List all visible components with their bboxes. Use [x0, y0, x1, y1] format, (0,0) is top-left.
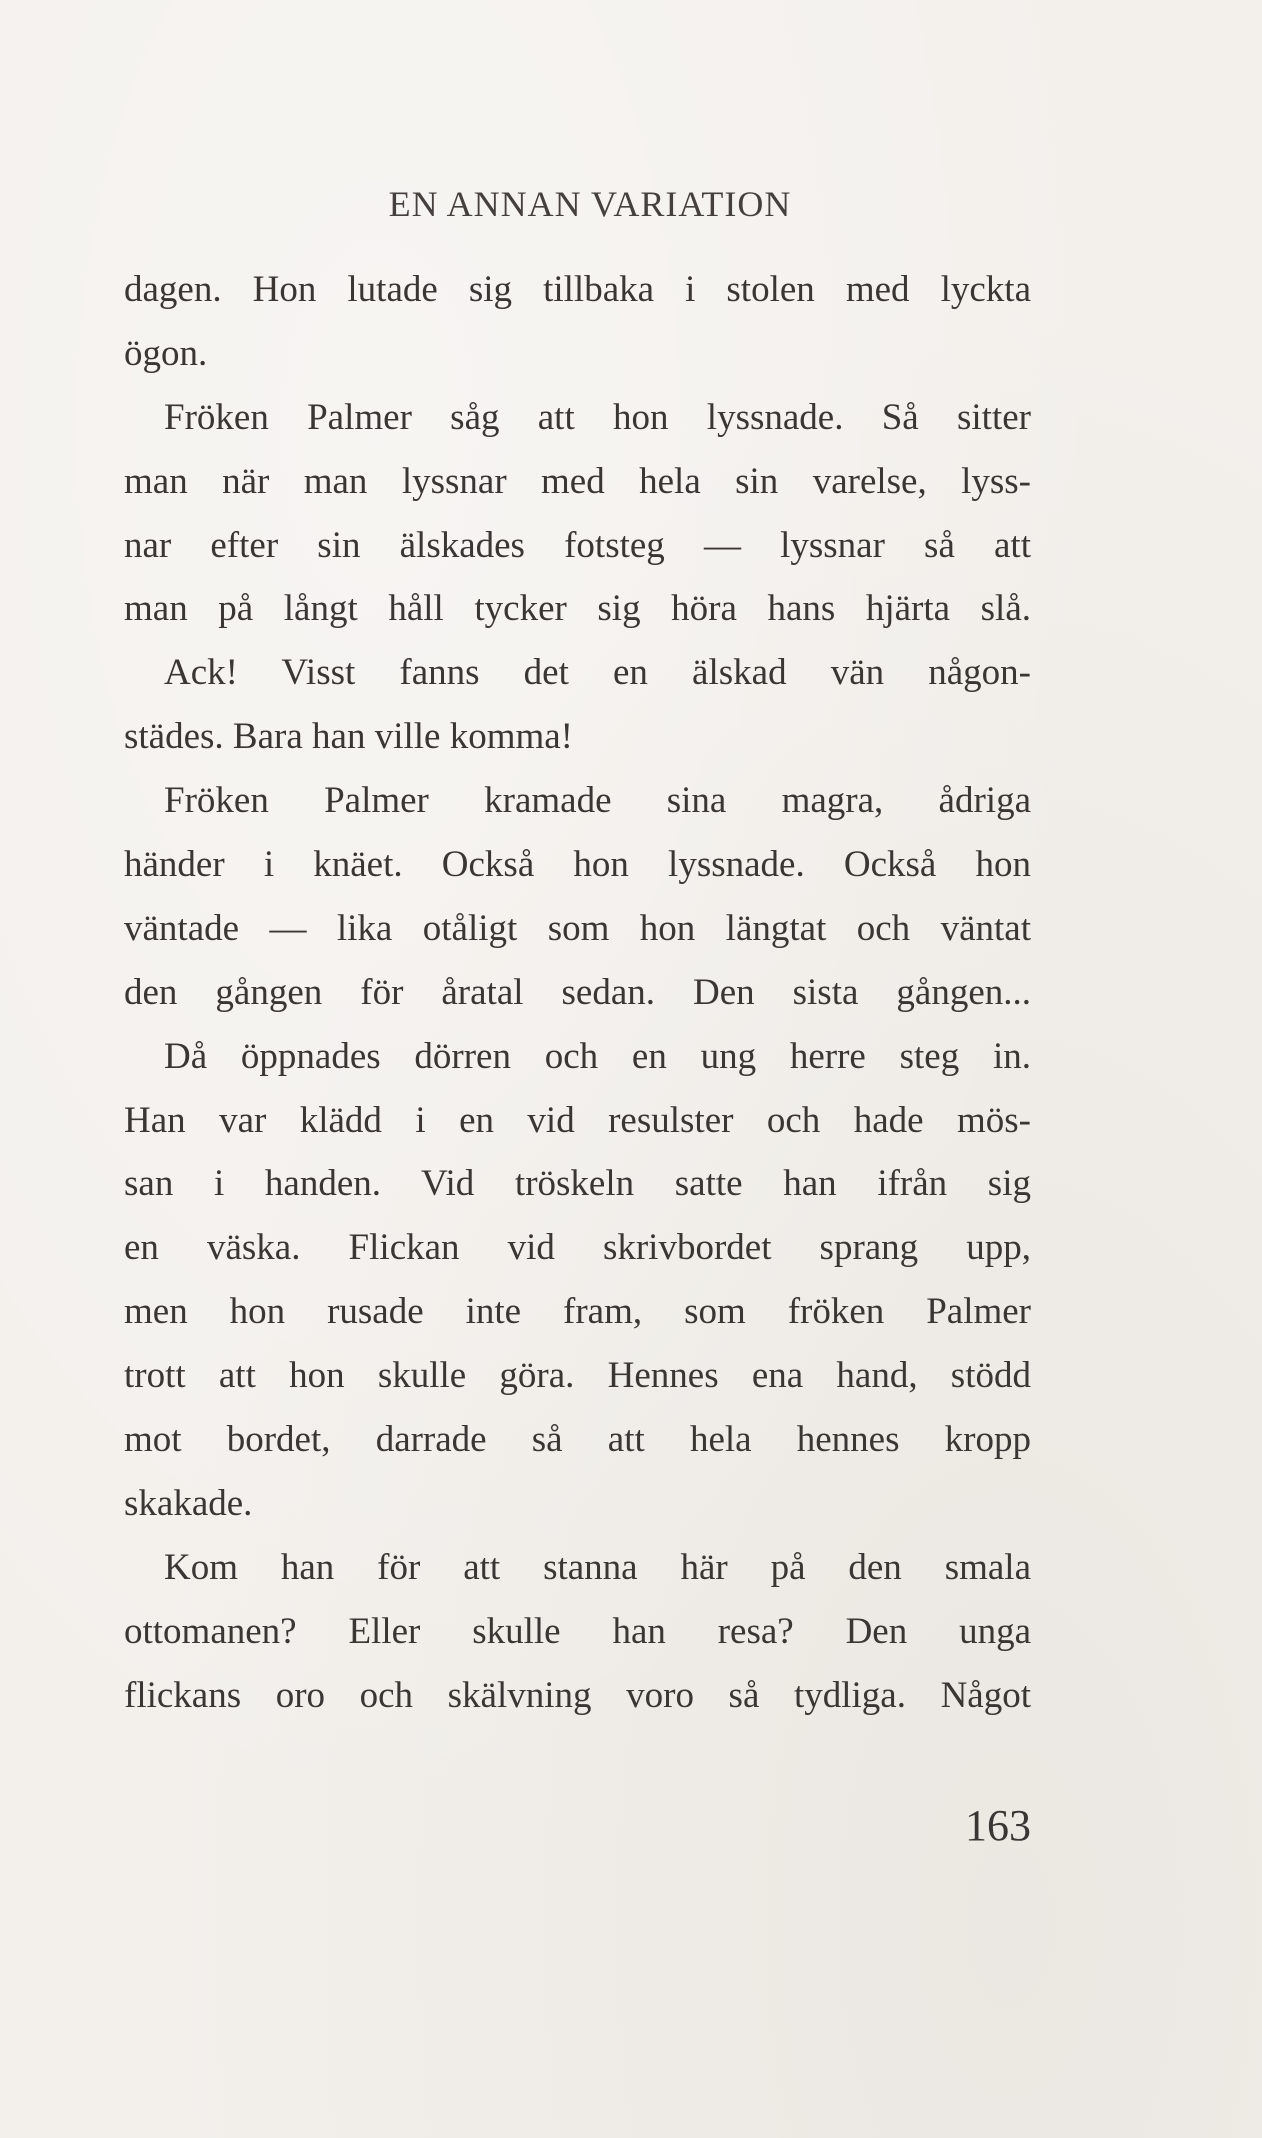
text-line: städes. Bara han ville komma! [124, 716, 574, 758]
text-line: Han var klädd i en vid resulster och hade mös- [124, 1099, 1031, 1141]
text-line: san i handen. Vid tröskeln satte han ifrån sig [124, 1163, 1031, 1205]
text-line: den gången för åratal sedan. Den sista gången... [124, 971, 1031, 1013]
text-line: händer i knäet. Också hon lyssnade. Också hon [124, 844, 1031, 886]
text-line: skakade. [124, 1482, 253, 1524]
text-line: Kom han för att stanna här på den smala [164, 1546, 1031, 1588]
text-line: trott att hon skulle göra. Hennes ena hand, stödd [124, 1355, 1031, 1397]
text-line: Då öppnades dörren och en ung herre steg in. [164, 1035, 1031, 1077]
text-line: man när man lyssnar med hela sin varelse, lyss- [124, 460, 1031, 502]
text-line: mot bordet, darrade så att hela hennes kropp [124, 1419, 1031, 1461]
text-line: en väska. Flickan vid skrivbordet sprang upp, [124, 1227, 1031, 1269]
text-line: Fröken Palmer såg att hon lyssnade. Så sitter [164, 396, 1031, 438]
running-head: EN ANNAN VARIATION [388, 184, 792, 224]
text-line: flickans oro och skälvning voro så tydliga. Något [124, 1674, 1031, 1716]
text-line: man på långt håll tycker sig höra hans hjärta slå. [124, 588, 1031, 630]
text-line: Ack! Visst fanns det en älskad vän någon- [164, 652, 1031, 694]
body-text [124, 258, 1031, 1727]
text-line: men hon rusade inte fram, som fröken Palmer [124, 1291, 1031, 1333]
text-line: ottomanen? Eller skulle han resa? Den unga [124, 1610, 1031, 1652]
text-line: nar efter sin älskades fotsteg — lyssnar så att [124, 524, 1031, 566]
text-line: Fröken Palmer kramade sina magra, ådriga [164, 780, 1031, 822]
text-line: ögon. [124, 332, 208, 374]
text-line: dagen. Hon lutade sig tillbaka i stolen med lyckta [124, 269, 1031, 310]
page-number: 163 [965, 1801, 1031, 1850]
text-line: väntade — lika otåligt som hon längtat och väntat [124, 907, 1031, 949]
